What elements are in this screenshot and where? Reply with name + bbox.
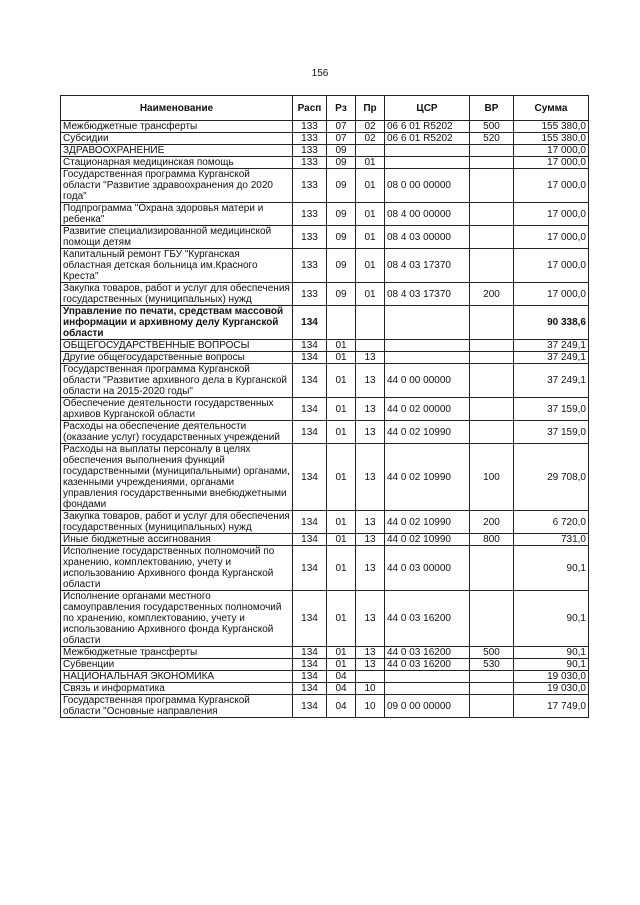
row-vr-cell [470, 546, 514, 591]
page-number: 156 [311, 68, 329, 79]
row-sum-cell: 6 720,0 [514, 511, 589, 534]
row-rasp-cell: 133 [293, 121, 327, 133]
row-vr-cell: 800 [470, 534, 514, 546]
row-rasp-cell: 134 [293, 511, 327, 534]
table-row [61, 546, 589, 591]
row-csr-cell: 44 0 02 10990 [385, 421, 470, 444]
row-pr-cell: 01 [356, 249, 385, 283]
row-sum-cell: 17 000,0 [514, 169, 589, 203]
row-pr-cell: 01 [356, 169, 385, 203]
row-sum-cell: 90 338,6 [514, 306, 589, 340]
row-rasp-cell: 134 [293, 421, 327, 444]
row-name-cell: Связь и информатика [61, 683, 293, 695]
row-name-cell: Расходы на выплаты персоналу в целях обеспечения выполнения функций государственными (муниципальными) органами, казенными учреждениями, органами управления государственными внебюджетными фондами [61, 444, 293, 511]
row-vr-cell [470, 145, 514, 157]
row-vr-cell [470, 671, 514, 683]
table-row [61, 421, 589, 444]
row-rz-cell: 09 [327, 249, 356, 283]
row-pr-cell: 01 [356, 283, 385, 306]
row-name-cell: Государственная программа Курганской области "Основные направления [61, 695, 293, 718]
row-csr-cell: 06 6 01 R5202 [385, 121, 470, 133]
row-sum-cell: 155 380,0 [514, 133, 589, 145]
row-rasp-cell: 133 [293, 145, 327, 157]
row-rasp-cell: 134 [293, 364, 327, 398]
row-rasp-cell: 134 [293, 340, 327, 352]
row-name-cell: Подпрограмма "Охрана здоровья матери и ребенка" [61, 203, 293, 226]
row-rz-cell: 09 [327, 226, 356, 249]
row-csr-cell [385, 671, 470, 683]
table-row [61, 352, 589, 364]
row-csr-cell: 44 0 02 00000 [385, 398, 470, 421]
row-rasp-cell: 134 [293, 647, 327, 659]
table-row [61, 695, 589, 718]
row-name-cell: Закупка товаров, работ и услуг для обеспечения государственных (муниципальных) нужд [61, 511, 293, 534]
row-rz-cell: 01 [327, 534, 356, 546]
row-pr-cell: 13 [356, 511, 385, 534]
row-vr-cell [470, 169, 514, 203]
row-rz-cell: 01 [327, 444, 356, 511]
row-csr-cell: 06 6 01 R5202 [385, 133, 470, 145]
row-name-cell: Другие общегосударственные вопросы [61, 352, 293, 364]
row-rasp-cell: 134 [293, 534, 327, 546]
row-pr-cell: 13 [356, 659, 385, 671]
table-row [61, 511, 589, 534]
row-rz-cell: 01 [327, 659, 356, 671]
row-csr-cell [385, 157, 470, 169]
row-pr-cell: 02 [356, 121, 385, 133]
row-sum-cell: 17 000,0 [514, 249, 589, 283]
table-row [61, 591, 589, 647]
row-name-cell: Межбюджетные трансферты [61, 121, 293, 133]
row-rz-cell: 07 [327, 133, 356, 145]
row-rz-cell: 09 [327, 283, 356, 306]
row-name-cell: Стационарная медицинская помощь [61, 157, 293, 169]
table-row [61, 364, 589, 398]
row-sum-cell: 90,1 [514, 591, 589, 647]
row-rasp-cell: 133 [293, 283, 327, 306]
row-csr-cell: 08 4 00 00000 [385, 203, 470, 226]
row-vr-cell [470, 421, 514, 444]
row-rz-cell: 09 [327, 203, 356, 226]
row-rz-cell: 04 [327, 695, 356, 718]
row-name-cell: Развитие специализированной медицинской помощи детям [61, 226, 293, 249]
row-pr-cell: 13 [356, 352, 385, 364]
budget-table [60, 95, 589, 718]
table-row [61, 145, 589, 157]
row-rz-cell: 01 [327, 591, 356, 647]
row-pr-cell: 13 [356, 364, 385, 398]
row-rz-cell: 09 [327, 145, 356, 157]
row-rasp-cell: 133 [293, 133, 327, 145]
row-rasp-cell: 134 [293, 352, 327, 364]
row-rasp-cell: 134 [293, 659, 327, 671]
row-vr-cell [470, 364, 514, 398]
row-name-cell: НАЦИОНАЛЬНАЯ ЭКОНОМИКА [61, 671, 293, 683]
row-pr-cell: 01 [356, 157, 385, 169]
row-name-cell: ОБЩЕГОСУДАРСТВЕННЫЕ ВОПРОСЫ [61, 340, 293, 352]
row-csr-cell: 44 0 02 10990 [385, 511, 470, 534]
header-pr: Пр [356, 96, 385, 121]
budget-table-body [61, 121, 589, 718]
row-pr-cell [356, 671, 385, 683]
table-row [61, 671, 589, 683]
row-vr-cell [470, 306, 514, 340]
row-rasp-cell: 133 [293, 169, 327, 203]
table-row [61, 444, 589, 511]
row-rasp-cell: 133 [293, 226, 327, 249]
row-rasp-cell: 134 [293, 591, 327, 647]
row-vr-cell [470, 352, 514, 364]
header-sum: Сумма [514, 96, 589, 121]
row-name-cell: Исполнение государственных полномочий по хранению, комплектованию, учету и использованию Архивного фонда Курганской области [61, 546, 293, 591]
row-rz-cell: 01 [327, 352, 356, 364]
table-row [61, 157, 589, 169]
table-row [61, 249, 589, 283]
row-vr-cell: 200 [470, 283, 514, 306]
table-row [61, 683, 589, 695]
row-csr-cell [385, 340, 470, 352]
row-sum-cell: 17 000,0 [514, 226, 589, 249]
row-rz-cell: 09 [327, 157, 356, 169]
table-header-row [61, 96, 589, 121]
row-vr-cell [470, 203, 514, 226]
row-csr-cell [385, 306, 470, 340]
table-row [61, 534, 589, 546]
row-csr-cell [385, 683, 470, 695]
row-vr-cell [470, 226, 514, 249]
row-pr-cell: 13 [356, 398, 385, 421]
row-csr-cell [385, 352, 470, 364]
row-pr-cell: 13 [356, 421, 385, 444]
row-csr-cell: 44 0 03 16200 [385, 659, 470, 671]
row-csr-cell: 08 0 00 00000 [385, 169, 470, 203]
row-pr-cell: 13 [356, 444, 385, 511]
row-sum-cell: 37 249,1 [514, 364, 589, 398]
row-vr-cell [470, 683, 514, 695]
table-row [61, 306, 589, 340]
row-sum-cell: 17 000,0 [514, 203, 589, 226]
table-row [61, 659, 589, 671]
row-sum-cell: 37 249,1 [514, 340, 589, 352]
row-vr-cell: 100 [470, 444, 514, 511]
row-vr-cell: 500 [470, 647, 514, 659]
row-vr-cell: 520 [470, 133, 514, 145]
row-sum-cell: 19 030,0 [514, 683, 589, 695]
row-rasp-cell: 134 [293, 683, 327, 695]
row-csr-cell: 44 0 03 00000 [385, 546, 470, 591]
row-name-cell: Межбюджетные трансферты [61, 647, 293, 659]
row-csr-cell: 44 0 02 10990 [385, 534, 470, 546]
table-row [61, 398, 589, 421]
row-sum-cell: 37 159,0 [514, 421, 589, 444]
row-csr-cell [385, 145, 470, 157]
row-pr-cell [356, 145, 385, 157]
row-rz-cell: 01 [327, 511, 356, 534]
row-pr-cell: 10 [356, 695, 385, 718]
row-pr-cell: 13 [356, 647, 385, 659]
row-rasp-cell: 134 [293, 671, 327, 683]
row-rz-cell: 01 [327, 398, 356, 421]
row-csr-cell: 08 4 03 00000 [385, 226, 470, 249]
row-vr-cell [470, 591, 514, 647]
row-csr-cell: 08 4 03 17370 [385, 283, 470, 306]
header-rasp: Расп [293, 96, 327, 121]
row-pr-cell: 10 [356, 683, 385, 695]
row-name-cell: ЗДРАВООХРАНЕНИЕ [61, 145, 293, 157]
row-rasp-cell: 134 [293, 695, 327, 718]
row-sum-cell: 90,1 [514, 647, 589, 659]
row-vr-cell [470, 249, 514, 283]
table-row [61, 226, 589, 249]
row-csr-cell: 08 4 03 17370 [385, 249, 470, 283]
row-sum-cell: 37 249,1 [514, 352, 589, 364]
row-pr-cell [356, 340, 385, 352]
row-rasp-cell: 134 [293, 444, 327, 511]
row-rz-cell: 01 [327, 647, 356, 659]
row-sum-cell: 19 030,0 [514, 671, 589, 683]
row-sum-cell: 17 000,0 [514, 283, 589, 306]
row-rasp-cell: 134 [293, 306, 327, 340]
row-name-cell: Государственная программа Курганской области "Развитие архивного дела в Курганской области на 2015-2020 годы" [61, 364, 293, 398]
row-sum-cell: 155 380,0 [514, 121, 589, 133]
row-vr-cell [470, 340, 514, 352]
row-name-cell: Субсидии [61, 133, 293, 145]
row-csr-cell: 44 0 02 10990 [385, 444, 470, 511]
row-pr-cell: 01 [356, 226, 385, 249]
row-sum-cell: 17 000,0 [514, 157, 589, 169]
row-sum-cell: 90,1 [514, 659, 589, 671]
row-sum-cell: 17 749,0 [514, 695, 589, 718]
row-name-cell: Государственная программа Курганской области "Развитие здравоохранения до 2020 года" [61, 169, 293, 203]
row-pr-cell [356, 306, 385, 340]
table-row [61, 169, 589, 203]
row-rz-cell: 01 [327, 546, 356, 591]
row-name-cell: Обеспечение деятельности государственных архивов Курганской области [61, 398, 293, 421]
row-rasp-cell: 133 [293, 203, 327, 226]
header-name: Наименование [61, 96, 293, 121]
row-name-cell: Иные бюджетные ассигнования [61, 534, 293, 546]
row-vr-cell: 530 [470, 659, 514, 671]
row-pr-cell: 02 [356, 133, 385, 145]
row-rz-cell: 01 [327, 340, 356, 352]
row-csr-cell: 44 0 00 00000 [385, 364, 470, 398]
row-csr-cell: 44 0 03 16200 [385, 647, 470, 659]
row-rz-cell: 07 [327, 121, 356, 133]
table-row [61, 647, 589, 659]
row-rz-cell: 01 [327, 364, 356, 398]
header-rz: Рз [327, 96, 356, 121]
row-rz-cell: 04 [327, 683, 356, 695]
row-vr-cell [470, 157, 514, 169]
header-csr: ЦСР [385, 96, 470, 121]
row-rasp-cell: 133 [293, 157, 327, 169]
row-name-cell: Капитальный ремонт ГБУ "Курганская областная детская больница им.Красного Креста" [61, 249, 293, 283]
row-pr-cell: 01 [356, 203, 385, 226]
row-vr-cell: 500 [470, 121, 514, 133]
row-rz-cell: 01 [327, 421, 356, 444]
row-vr-cell [470, 398, 514, 421]
row-sum-cell: 90,1 [514, 546, 589, 591]
row-name-cell: Расходы на обеспечение деятельности (оказание услуг) государственных учреждений [61, 421, 293, 444]
row-vr-cell: 200 [470, 511, 514, 534]
table-row [61, 133, 589, 145]
row-sum-cell: 731,0 [514, 534, 589, 546]
table-row [61, 283, 589, 306]
row-name-cell: Субвенции [61, 659, 293, 671]
row-csr-cell: 44 0 03 16200 [385, 591, 470, 647]
row-rz-cell [327, 306, 356, 340]
row-rz-cell: 04 [327, 671, 356, 683]
row-sum-cell: 17 000,0 [514, 145, 589, 157]
row-pr-cell: 13 [356, 534, 385, 546]
table-row [61, 340, 589, 352]
row-name-cell: Закупка товаров, работ и услуг для обеспечения государственных (муниципальных) нужд [61, 283, 293, 306]
row-rasp-cell: 134 [293, 398, 327, 421]
row-csr-cell: 09 0 00 00000 [385, 695, 470, 718]
row-rasp-cell: 133 [293, 249, 327, 283]
row-sum-cell: 29 708,0 [514, 444, 589, 511]
header-vr: ВР [470, 96, 514, 121]
table-row [61, 121, 589, 133]
row-pr-cell: 13 [356, 546, 385, 591]
table-row [61, 203, 589, 226]
row-pr-cell: 13 [356, 591, 385, 647]
row-name-cell: Управление по печати, средствам массовой информации и архивному делу Курганской области [61, 306, 293, 340]
row-rz-cell: 09 [327, 169, 356, 203]
row-sum-cell: 37 159,0 [514, 398, 589, 421]
row-rasp-cell: 134 [293, 546, 327, 591]
row-vr-cell [470, 695, 514, 718]
row-name-cell: Исполнение органами местного самоуправления государственных полномочий по хранению, комплектованию, учету и использованию Архивного фонда Курганской области [61, 591, 293, 647]
